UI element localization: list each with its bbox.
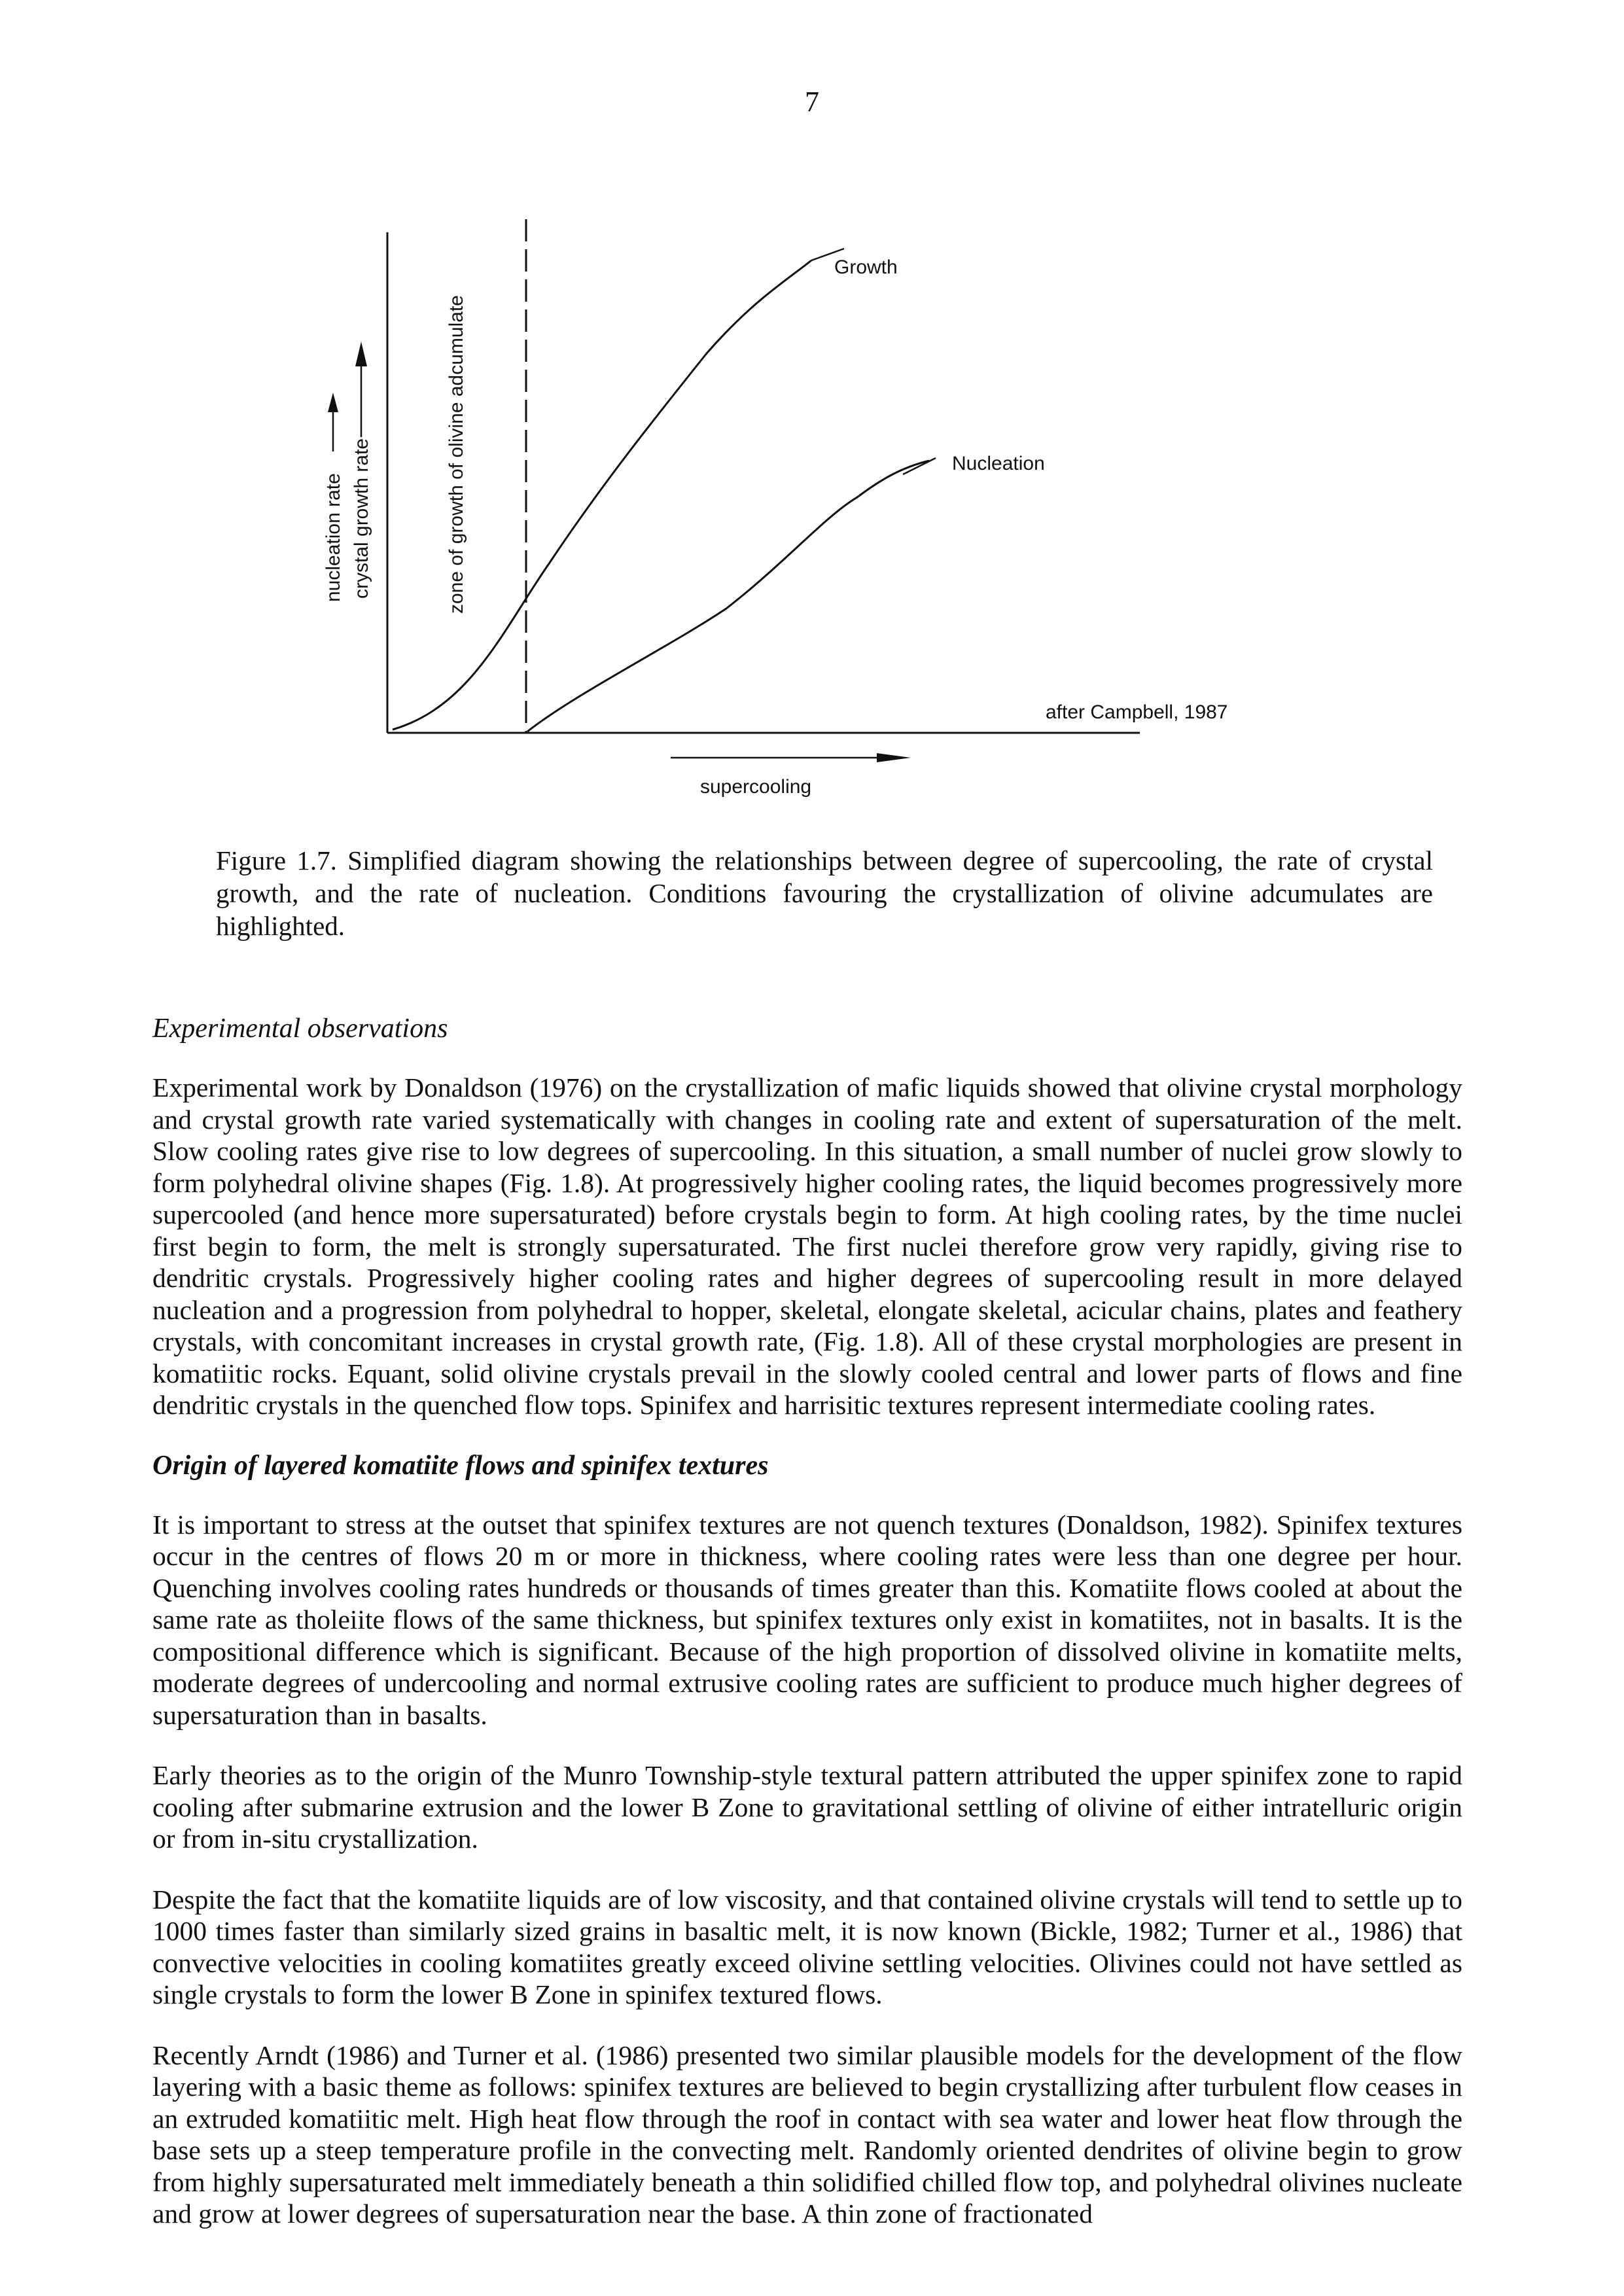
growth-rate-arrowhead (355, 342, 367, 366)
zone-label: zone of growth of olivine adcumulate (446, 295, 467, 614)
supercooling-arrowhead (877, 753, 911, 762)
nucleation-rate-arrowhead (328, 393, 338, 412)
paragraph-origin-4: Recently Arndt (1986) and Turner et al. (1986) presented two similar plausible models for the development of the flow layering with a basic theme as follows: spinifex textures are believed to begin crystallizing after turbulent flow ceases in an extruded komatiitic melt. High heat flow through the roof in contact with sea water and lower heat flow through the base sets up a steep temperature profile in the convecting melt. Randomly oriented dendrites of olivine begin to grow from highly supersaturated melt immediately beneath a thin solidified chilled flow top, and polyhedral olivines nucleate and grow at lower degrees of supersaturation near the base. A thin zone of fractionated (152, 2040, 1462, 2229)
paragraph-experimental: Experimental work by Donaldson (1976) on the crystallization of mafic liquids showed that olivine crystal morphology and crystal growth rate varied systematically with changes in cooling rate and extent of supersaturation of the melt. Slow cooling rates give rise to low degrees of supercooling. In this situation, a small number of nuclei grow slowly to form polyhedral olivine shapes (Fig. 1.8). At progressively higher cooling rates, the liquid becomes progressively more supercooled (and hence more supersaturated) before crystals begin to form. At high cooling rates, by the time nuclei first begin to form, the melt is strongly supersaturated. The first nuclei therefore grow very rapidly, giving rise to dendritic crystals. Progressively higher cooling rates and higher degrees of supercooling result in more delayed nucleation and a progression from polyhedral to hopper, skeletal, elongate skeletal, acicular chains, plates and feathery crystals, with concomitant increases in crystal growth rate, (Fig. 1.8). All of these crystal morphologies are present in komatiitic rocks. Equant, solid olivine crystals prevail in the slowly cooled central and lower parts of flows and fine dendritic crystals in the quenched flow tops. Spinifex and harrisitic textures represent intermediate cooling rates. (152, 1072, 1462, 1420)
y-label-crystal-growth-rate: crystal growth rate (351, 438, 372, 599)
heading-origin-layered-flows: Origin of layered komatiite flows and spinifex textures (152, 1450, 769, 1481)
paragraph-origin-1: It is important to stress at the outset that spinifex textures are not quench textures (Donaldson, 1982). Spinifex textures occur in the centres of flows 20 m or more in thickness, where cooling rates were less than one degree per hour. Quenching involves cooling rates hundreds or thousands of times greater than this. Komatiite flows cooled at about the same rate as tholeiite flows of the same thickness, but spinifex textures only exist in komatiites, not in basalts. It is the compositional difference which is significant. Because of the high proportion of dissolved olivine in komatiite melts, moderate degrees of undercooling and normal extrusive cooling rates are sufficient to produce much higher degrees of supersaturation than in basalts. (152, 1509, 1462, 1730)
nucleation-label-leader (903, 458, 936, 474)
paragraph-origin-2: Early theories as to the origin of the Munro Township-style textural pattern attributed the upper spinifex zone to rapid cooling after submarine extrusion and the lower B Zone to gravitational settling of olivine of either intratelluric origin or from in-situ crystallization. (152, 1760, 1462, 1854)
y-label-nucleation-rate: nucleation rate (323, 473, 344, 602)
body-text (152, 1013, 1462, 2259)
page-number: 7 (805, 86, 819, 118)
figure-diagram (0, 0, 1624, 824)
figure-1-7 (0, 0, 1624, 824)
x-label-supercooling: supercooling (700, 776, 812, 798)
nucleation-curve (527, 461, 929, 732)
figure-source: after Campbell, 1987 (1046, 701, 1228, 723)
heading-experimental-observations: Experimental observations (152, 1014, 448, 1044)
nucleation-label: Nucleation (952, 453, 1045, 474)
figure-caption: Figure 1.7. Simplified diagram showing the relationships between degree of supercooling, the rate of crystal growth, and the rate of nucleation. Conditions favouring the crystallization of olivine adcumulates are highlighted. (216, 845, 1433, 941)
paragraph-origin-3: Despite the fact that the komatiite liquids are of low viscosity, and that contained olivine crystals will tend to settle up to 1000 times faster than similarly sized grains in basaltic melt, it is now known (Bickle, 1982; Turner et al., 1986) that convective velocities in cooling komatiites greatly exceed olivine settling velocities. Olivines could not have settled as single crystals to form the lower B Zone in spinifex textured flows. (152, 1884, 1462, 2009)
growth-label: Growth (834, 256, 898, 278)
